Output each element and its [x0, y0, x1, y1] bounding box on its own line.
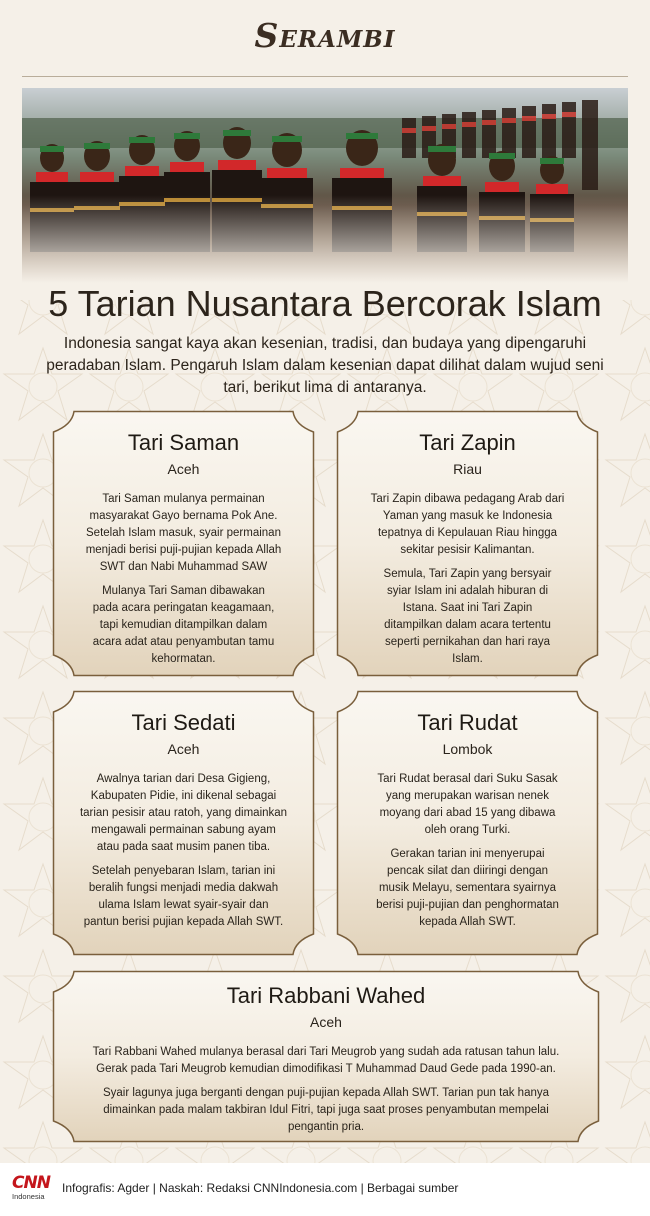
brand-logo: Serambi [254, 16, 396, 55]
card-tari-rudat [336, 690, 599, 956]
card-title: Tari Zapin [419, 430, 516, 455]
card-paragraph: Tari Rudat berasal dari Suku Sasak yang merupakan warisan nenek moyang dari abad 15 yang dibawa oleh orang Turki. [377, 773, 558, 836]
card-origin: Riau [453, 461, 482, 477]
card-origin: Lombok [442, 741, 493, 757]
card-title: Tari Sedati [131, 710, 236, 735]
card-paragraph: Tari Zapin dibawa pedagang Arab dari Yaman yang masuk ke Indonesia tepatnya di Kepulauan Riau hingga sekitar pesisir Kalimantan. [370, 493, 565, 556]
card-paragraph: Tari Saman mulanya permainan masyarakat Gayo bernama Pok Ane. Setelah Islam masuk, syair permainan menjadi berisi puji-pujian kepada Allah SWT dan Nabi Muhammad SAW [85, 493, 282, 573]
cnn-logo-sub: Indonesia [12, 1192, 45, 1201]
footer [0, 1163, 650, 1216]
card-paragraph: Syair lagunya juga berganti dengan puji-pujian kepada Allah SWT. Tarian pun tak hanya dimainkan pada malam takbiran Idul Fitri, tapi juga saat proses penyambutan mempelai pengantin pria. [102, 1087, 550, 1133]
card-paragraph: Mulanya Tari Saman dibawakan pada acara peringatan keagamaan, tapi kemudian ditampilkan dalam acara adat atau penyambutan tamu kehormatan. [92, 585, 275, 665]
card-title: Tari Rudat [417, 710, 518, 735]
hero-photo [22, 88, 628, 283]
footer-credits: Infografis: Agder | Naskah: Redaksi CNNIndonesia.com | Berbagai sumber [62, 1181, 459, 1195]
page-title: 5 Tarian Nusantara Bercorak Islam [48, 283, 602, 324]
card-origin: Aceh [167, 461, 200, 477]
card-tari-rabbani-wahed [52, 970, 600, 1143]
header-divider [22, 76, 628, 77]
card-paragraph: Semula, Tari Zapin yang bersyair syiar Islam ini adalah hiburan di Istana. Saat ini Tari Zapin ditampilkan dalam acara tertentu seperti pernikahan dan hari raya Islam. [383, 568, 552, 665]
card-title: Tari Saman [127, 430, 240, 455]
card-tari-sedati [52, 690, 315, 956]
card-paragraph: Tari Rabbani Wahed mulanya berasal dari Tari Meugrob yang sudah ada ratusan tahun lalu. Gerak pada Tari Meugrob kemudian dimodifikasi T Muhammad Daud Gede pada 1990-an. [92, 1046, 560, 1075]
intro-text: Indonesia sangat kaya akan kesenian, tradisi, dan budaya yang dipengaruhi peradaban Islam. Pengaruh Islam dalam kesenian dapat dilihat dalam wujud seni tari, berikut lima di antaranya. [46, 335, 604, 396]
cnn-logo-mark: CNN [12, 1173, 50, 1193]
card-origin: Aceh [310, 1014, 342, 1030]
card-origin: Aceh [167, 741, 200, 757]
card-paragraph: Awalnya tarian dari Desa Gigieng, Kabupaten Pidie, ini dikenal sebagai tarian pesisir atau ratoh, yang dimainkan mengawali permainan sabung ayam atau pada saat musim panen tiba. [79, 773, 288, 853]
card-paragraph: Gerakan tarian ini menyerupai pencak silat dan diiringi dengan musik Melayu, sementara syairnya berisi puji-pujian dan penghormatan kepada Allah SWT. [376, 848, 559, 928]
card-tari-zapin [336, 410, 599, 677]
cnn-indonesia-logo [12, 1174, 52, 1201]
card-tari-saman [52, 410, 315, 677]
card-paragraph: Setelah penyebaran Islam, tarian ini beralih fungsi menjadi media dakwah ulama Islam lewat syair-syair dan pantun berisi pujian kepada Allah SWT. [83, 865, 284, 928]
card-title: Tari Rabbani Wahed [226, 983, 426, 1008]
